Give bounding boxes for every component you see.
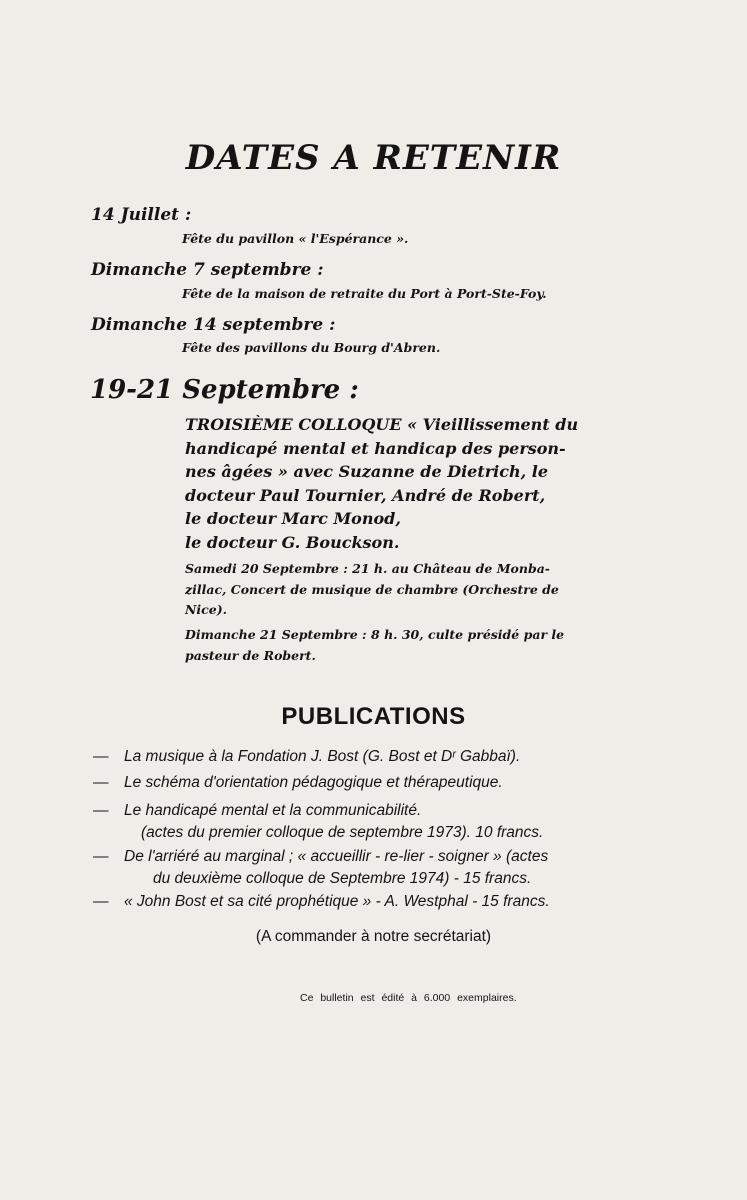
publication-line: Le handicapé mental et la communicabilité. (124, 802, 422, 819)
dash: — (93, 848, 109, 865)
colloque-date: 19-21 Septembre : (90, 375, 359, 405)
publication-line: « John Bost et sa cité prophétique » - A. Westphal - 15 francs. (124, 893, 550, 910)
publication-line: Le schéma d'orientation pédagogique et thérapeutique. (124, 774, 503, 791)
note-line: Nice). (185, 602, 228, 617)
note-line: Samedi 20 Septembre : 21 h. au Château de Monba- (185, 561, 550, 576)
note-line: Dimanche 21 Septembre : 8 h. 30, culte présidé par le (185, 627, 565, 642)
dash: — (93, 802, 109, 819)
dash: — (93, 748, 109, 765)
colloque-line: nes âgées » avec Suzanne de Dietrich, le (185, 462, 549, 481)
event-description: Fête des pavillons du Bourg d'Abren. (182, 340, 441, 355)
publication-line: (actes du premier colloque de septembre 1973). 10 francs. (141, 824, 544, 841)
print-run-note: Ce bulletin est édité à 6.000 exemplaires. (300, 992, 517, 1004)
colloque-line: handicapé mental et handicap des person- (185, 438, 566, 458)
event-date: Dimanche 14 septembre : (91, 315, 336, 335)
publications-title: PUBLICATIONS (281, 703, 466, 730)
colloque-line: docteur Paul Tournier, André de Robert, (185, 485, 546, 505)
saturday-note (185, 559, 630, 621)
event-date: Dimanche 7 septembre : (91, 260, 324, 280)
colloque-description (185, 413, 625, 554)
publication-item (90, 846, 650, 890)
publication-line: De l'arriéré au marginal ; « accueillir - re-lier - soigner » (actes (124, 848, 549, 865)
publication-item (90, 800, 650, 844)
note-line: pasteur de Robert. (185, 647, 316, 663)
publication-line: La musique à la Fondation J. Bost (G. Bost et Dʳ Gabbaï). (124, 748, 521, 765)
publication-line: du deuxième colloque de Septembre 1974) - 15 francs. (153, 870, 532, 887)
publication-item (90, 893, 650, 911)
event-date: 14 Juillet : (91, 205, 192, 225)
note-line: zillac, Concert de musique de chambre (Orchestre de (185, 581, 559, 597)
page-title: DATES A RETENIR (185, 138, 562, 178)
event-description: Fête de la maison de retraite du Port à Port-Ste-Foy. (182, 286, 547, 301)
colloque-line: TROISIÈME COLLOQUE « Vieillissement du (185, 415, 579, 434)
dash: — (93, 893, 109, 910)
order-note: (A commander à notre secrétariat) (255, 928, 492, 945)
publication-item (90, 774, 650, 792)
dash: — (93, 774, 109, 791)
sunday-note (185, 625, 630, 666)
colloque-line: le docteur Marc Monod, (185, 509, 401, 528)
event-description: Fête du pavillon « l'Espérance ». (182, 231, 409, 246)
publication-item (90, 748, 650, 766)
colloque-line: le docteur G. Bouckson. (185, 532, 400, 552)
